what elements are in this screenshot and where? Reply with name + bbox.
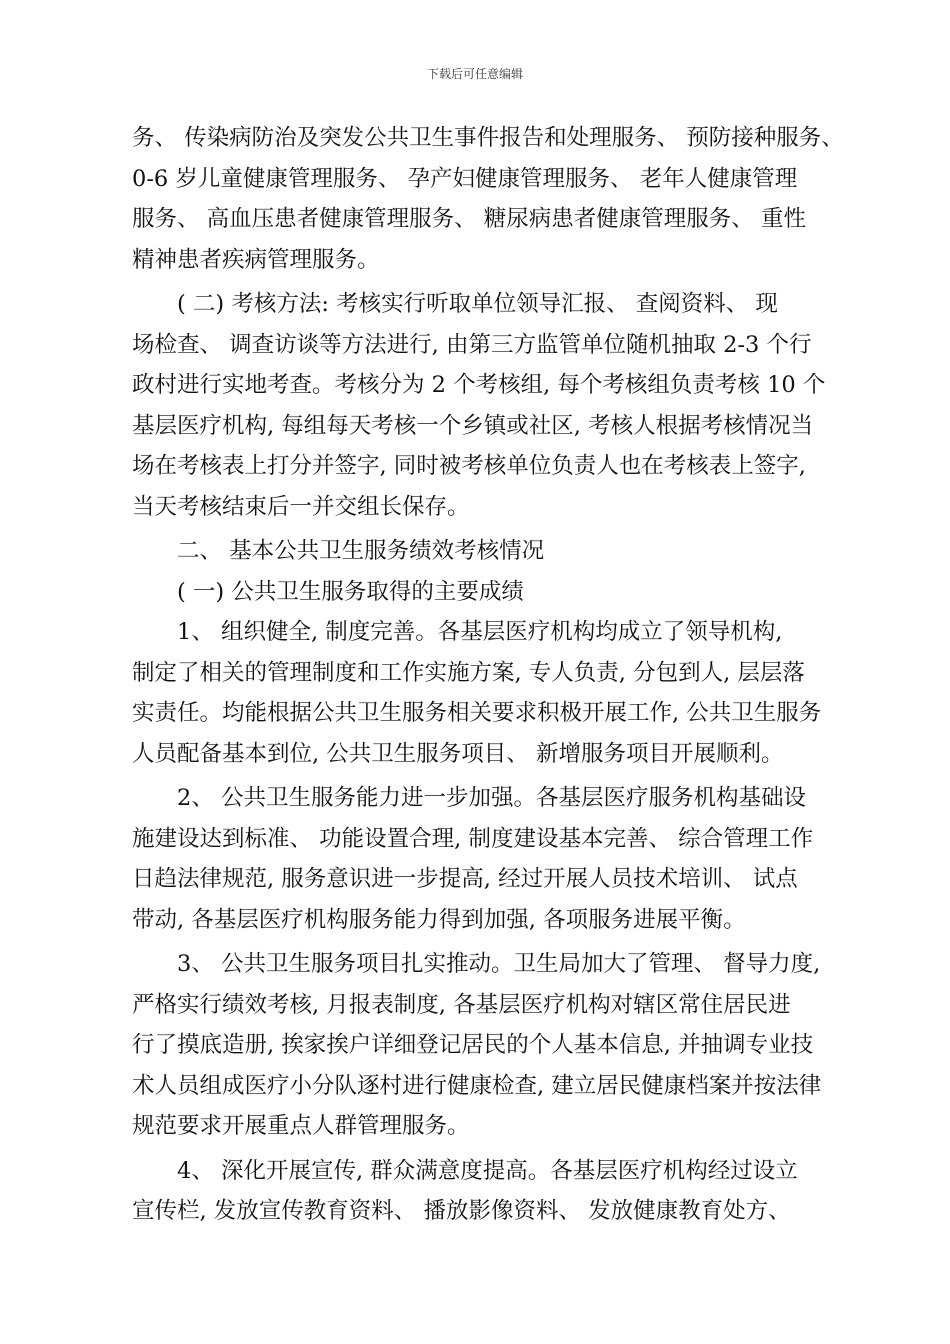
text-line: 3、 公共卫生服务项目扎实推动。卫生局加大了管理、 督导力度, <box>177 951 821 977</box>
text-line: 场检查、 调查访谈等方法进行, 由第三方监管单位随机抽取 2-3 个行 <box>132 331 812 358</box>
text-line: 带动, 各基层医疗机构服务能力得到加强, 各项服务进展平衡。 <box>132 906 746 933</box>
text-line: 施建设达到标准、 功能设置合理, 制度建设基本完善、 综合管理工作 <box>132 825 814 852</box>
text-line: 实责任。均能根据公共卫生服务相关要求积极开展工作, 公共卫生服务 <box>132 700 822 726</box>
text-line: 1、 组织健全, 制度完善。各基层医疗机构均成立了领导机构, <box>177 619 783 645</box>
text-line: ( 一) 公共卫生服务取得的主要成绩 <box>177 578 524 605</box>
text-line: 务、 传染病防治及突发公共卫生事件报告和处理服务、 预防接种服务、 <box>132 125 844 151</box>
document-body <box>132 118 852 1232</box>
text-line: 制定了相关的管理制度和工作实施方案, 专人负责, 分包到人, 层层落 <box>132 659 805 686</box>
text-line: 日趋法律规范, 服务意识进一步提高, 经过开展人员技术培训、 试点 <box>132 866 798 892</box>
text-line: 术人员组成医疗小分队逐村进行健康检查, 建立居民健康档案并按法律 <box>132 1072 822 1099</box>
text-line: 人员配备基本到位, 公共卫生服务项目、 新增服务项目开展顺利。 <box>132 740 784 767</box>
text-line: 严格实行绩效考核, 月报表制度, 各基层医疗机构对辖区常住居民进 <box>132 991 791 1018</box>
text-line: ( 二) 考核方法: 考核实行听取单位领导汇报、 查阅资料、 现 <box>177 291 778 317</box>
page-header: 下载后可任意编辑 <box>426 67 523 81</box>
text-line: 行了摸底造册, 挨家挨户详细登记居民的个人基本信息, 并抽调专业技 <box>132 1032 814 1058</box>
text-line: 4、 深化开展宣传, 群众满意度提高。各基层医疗机构经过设立 <box>177 1157 798 1184</box>
text-line: 精神患者疾病管理服务。 <box>132 246 380 273</box>
text-line: 2、 公共卫生服务能力进一步加强。各基层医疗服务机构基础设 <box>177 785 806 811</box>
text-line: 宣传栏, 发放宣传教育资料、 播放影像资料、 发放健康教育处方、 <box>132 1198 791 1224</box>
text-line: 规范要求开展重点人群管理服务。 <box>132 1113 470 1139</box>
text-line: 二、 基本公共卫生服务绩效考核情况 <box>177 538 545 564</box>
text-line: 当天考核结束后一并交组长保存。 <box>132 493 470 520</box>
text-line: 政村进行实地考查。考核分为 2 个考核组, 每个考核组负责考核 10 个 <box>132 372 826 398</box>
text-line: 服务、 高血压患者健康管理服务、 糖尿病患者健康管理服务、 重性 <box>132 206 806 232</box>
text-line: 场在考核表上打分并签字, 同时被考核单位负责人也在考核表上签字, <box>132 453 806 479</box>
text-line: 基层医疗机构, 每组每天考核一个乡镇或社区, 考核人根据考核情况当 <box>132 412 814 439</box>
text-line: 0-6 岁儿童健康管理服务、 孕产妇健康管理服务、 老年人健康管理 <box>132 165 798 192</box>
